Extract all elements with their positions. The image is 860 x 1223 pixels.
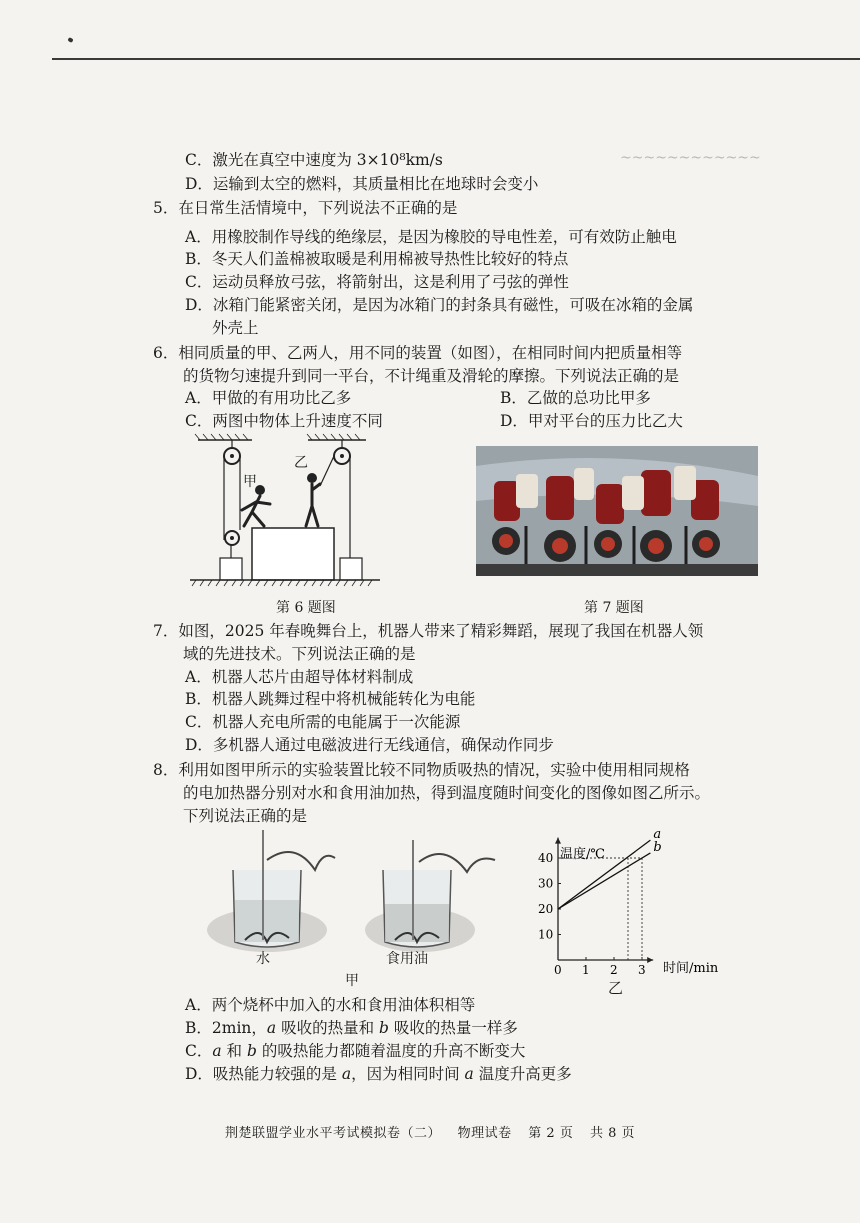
q8-option-d-pre: D．吸热能力较强的是 — [185, 1065, 342, 1083]
q8-option-d-post: 温度升高更多 — [473, 1065, 572, 1083]
q8-option-d-mid: ，因为相同时间 — [351, 1065, 465, 1083]
chart-y-tick-label: 10 — [538, 927, 554, 942]
q6-pulley-figure — [190, 430, 380, 590]
q8-option-c-pre: C． — [185, 1042, 213, 1060]
q7-option-d: D．多机器人通过电磁波进行无线通信，确保动作同步 — [185, 736, 554, 754]
q6-stem: 6．相同质量的甲、乙两人，用不同的装置（如图），在相同时间内把质量相等 — [153, 344, 683, 362]
q8-label-oil: 食用油 — [386, 951, 428, 967]
q6-option-a: A．甲做的有用功比乙多 — [185, 389, 352, 407]
q8-stem: 8．利用如图甲所示的实验装置比较不同物质吸热的情况，实验中使用相同规格 — [153, 761, 690, 779]
chart-y-tick-label: 20 — [538, 902, 554, 916]
q8-beaker-figure — [205, 830, 505, 960]
scan-mark — [67, 37, 73, 43]
q7-stem: 7．如图，2025 年春晚舞台上，机器人带来了精彩舞蹈，展现了我国在机器人领 — [153, 622, 704, 640]
q8-option-c-post: 的吸热能力都随着温度的升高不断变大 — [256, 1042, 526, 1060]
chart-x-arrow — [647, 957, 653, 963]
chart-x-tick-label: 0 — [554, 963, 562, 977]
q6-option-c: C．两图中物体上升速度不同 — [185, 412, 383, 430]
q8-option-c-var-a: a — [212, 1042, 222, 1060]
q4-option-c: C．激光在真空中速度为 3×10⁸km/s — [185, 151, 443, 169]
q8-option-b-pre: B．2min， — [185, 1019, 267, 1037]
q7-stem-cont: 域的先进技术。下列说法正确的是 — [183, 645, 416, 663]
q7-option-a: A．机器人芯片由超导体材料制成 — [185, 668, 414, 686]
q5-option-d-cont: 外壳上 — [212, 319, 259, 337]
chart-y-tick-label: 40 — [538, 851, 554, 865]
q8-option-c — [185, 1041, 525, 1061]
chart-series-label-b: b — [653, 839, 662, 855]
chart-series-label-a: a — [653, 827, 662, 843]
q5-option-b: B．冬天人们盖棉被取暖是利用棉被导热性比较好的特点 — [185, 250, 569, 268]
q8-label-jia: 甲 — [345, 973, 359, 989]
q8-option-b-var-b: b — [379, 1019, 389, 1037]
footer-exam-title: 荆楚联盟学业水平考试模拟卷（二） — [224, 1126, 441, 1141]
q6-option-b: B．乙做的总功比甲多 — [500, 389, 651, 407]
q8-option-b-var-a: a — [266, 1019, 277, 1037]
q7-caption: 第 7 题图 — [584, 600, 644, 616]
q4-option-d: D．运输到太空的燃料，其质量相比在地球时会变小 — [185, 175, 539, 193]
chart-x-tick-label: 1 — [582, 963, 590, 977]
q5-stem: 5．在日常生活情境中，下列说法不正确的是 — [153, 199, 458, 217]
q6-label-jia: 甲 — [243, 474, 257, 490]
q6-option-d: D．甲对平台的压力比乙大 — [500, 412, 683, 430]
page-footer — [0, 1122, 860, 1141]
footer-subject: 物理试卷 — [457, 1126, 512, 1141]
chart-y-axis-label: 温度/℃ — [560, 847, 605, 862]
q7-option-b: B．机器人跳舞过程中将机械能转化为电能 — [185, 690, 476, 708]
q8-option-b — [185, 1018, 518, 1038]
q8-option-d-var-a2: a — [464, 1065, 474, 1083]
chart-x-axis-label: 时间/min — [663, 961, 719, 976]
q6-caption: 第 6 题图 — [276, 600, 336, 616]
q8-stem-cont2: 下列说法正确的是 — [183, 807, 308, 825]
q7-robot-photo — [476, 446, 758, 576]
q8-option-a: A．两个烧杯中加入的水和食用油体积相等 — [185, 996, 476, 1014]
chart-y-arrow — [555, 838, 561, 844]
q6-stem-cont: 的货物匀速提升到同一平台，不计绳重及滑轮的摩擦。下列说法正确的是 — [183, 367, 680, 385]
q8-stem-cont: 的电加热器分别对水和食用油加热，得到温度随时间变化的图像如图乙所示。 — [183, 784, 711, 802]
q8-option-c-var-b: b — [246, 1042, 257, 1060]
q8-option-b-mid: 吸收的热量和 — [276, 1019, 379, 1037]
footer-total: 共 8 页 — [589, 1126, 636, 1141]
chart-x-tick-label: 2 — [610, 963, 618, 977]
q5-option-d: D．冰箱门能紧密关闭，是因为冰箱门的封条具有磁性，可吸在冰箱的金属 — [185, 296, 694, 314]
q8-option-d-var-a: a — [341, 1065, 352, 1083]
q5-option-c: C．运动员释放弓弦，将箭射出，这是利用了弓弦的弹性 — [185, 273, 569, 291]
q8-label-yi: 乙 — [608, 979, 624, 997]
q8-label-water: 水 — [256, 951, 270, 967]
bleed-through: ~~~~~~~~~~~~ — [620, 150, 761, 166]
chart-y-tick-label: 30 — [538, 876, 554, 891]
q8-option-c-mid: 和 — [221, 1042, 247, 1060]
q8-temperature-chart — [530, 827, 730, 1000]
q7-option-c: C．机器人充电所需的电能属于一次能源 — [185, 713, 461, 731]
header-rule — [52, 58, 860, 60]
q6-label-yi: 乙 — [294, 455, 308, 471]
chart-x-tick-label: 3 — [638, 963, 646, 977]
q5-option-a: A．用橡胶制作导线的绝缘层，是因为橡胶的导电性差，可有效防止触电 — [185, 228, 677, 246]
q8-option-d — [185, 1064, 572, 1084]
q8-option-b-post: 吸收的热量一样多 — [388, 1019, 518, 1037]
footer-page: 第 2 页 — [528, 1126, 574, 1141]
